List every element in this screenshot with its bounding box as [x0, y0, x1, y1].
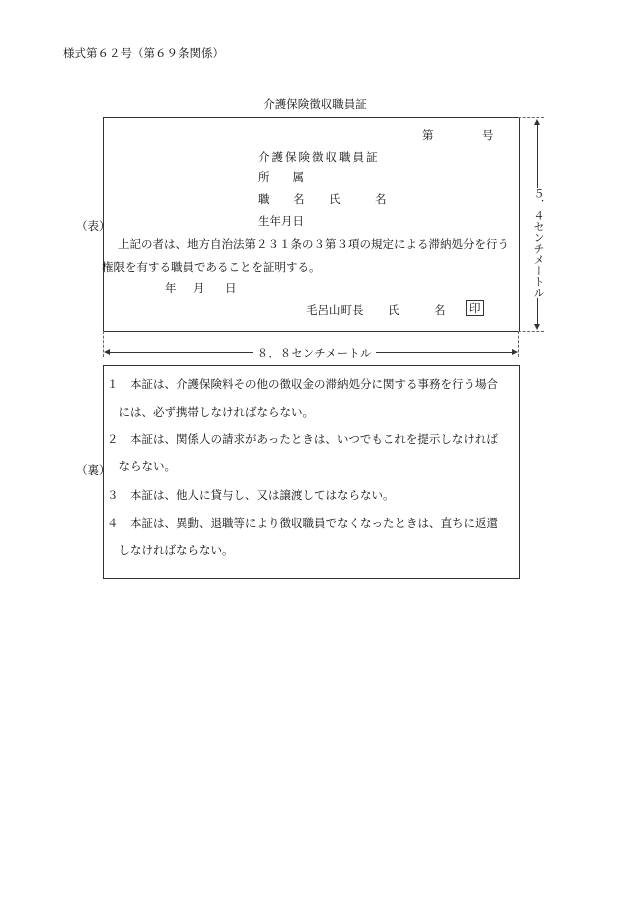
seal-label: 印 [466, 300, 484, 316]
back-rule-line: １ 本証は、介護保険料その他の徴収金の滞納処分に関する事務を行う場合 [107, 377, 498, 391]
card-title: 介護保険徴収職員証 [258, 150, 380, 164]
height-extension-top [518, 117, 544, 118]
width-dimension-label: ８．８センチメートル [253, 345, 376, 361]
issuer-title: 毛呂山町長 [306, 303, 364, 317]
back-rule-line: ４ 本証は、異動、退職等により徴収職員でなくなったときは、直ちに返還 [107, 516, 498, 530]
date-day: 日 [225, 281, 237, 295]
seal-mark [464, 300, 484, 316]
card-back [103, 365, 520, 579]
height-extension-bottom [518, 331, 544, 332]
height-dimension-label: ５．４センチメートル [532, 188, 545, 298]
date-month: 月 [193, 281, 205, 295]
document-title: 介護保険徴収職員証 [263, 97, 367, 111]
issuer-shi: 氏 [388, 303, 400, 317]
position-label: 職 [258, 192, 270, 206]
certification-text-line1: 上記の者は、地方自治法第２３１条の３第３項の規定による滞納処分を行う [118, 237, 509, 251]
position-label-mei: 名 [293, 192, 305, 206]
certification-text-line2: 権限を有する職員であることを証明する。 [102, 260, 321, 274]
number-dai: 第 [422, 128, 434, 142]
form-number: 様式第６２号（第６９条関係） [63, 46, 224, 60]
back-rule-line: には、必ず携帯しなければならない。 [107, 405, 314, 419]
arrow-down-icon [534, 324, 540, 330]
birthdate-label: 生年月日 [258, 214, 304, 228]
width-extension-right [518, 331, 519, 357]
card-front [103, 117, 520, 332]
back-rule-line: ３ 本証は、他人に貸与し、又は譲渡してはならない。 [107, 488, 395, 502]
affiliation-label: 所 属 [258, 170, 304, 184]
back-rule-line: しなければならない。 [107, 543, 234, 557]
issuer-mei: 名 [434, 303, 446, 317]
arrow-right-icon [512, 349, 518, 355]
arrow-left-icon [104, 349, 110, 355]
back-rule-line: ２ 本証は、関係人の請求があったときは、いつでもこれを提示しなければ [107, 432, 498, 446]
name-label-shi: 氏 [329, 192, 341, 206]
date-year: 年 [165, 281, 177, 295]
name-label-mei: 名 [375, 192, 387, 206]
back-side-label: （裏） [76, 463, 111, 477]
number-go: 号 [482, 128, 494, 142]
back-rule-line: ならない。 [107, 459, 176, 473]
arrow-up-icon [534, 119, 540, 125]
front-side-label: （表） [76, 219, 111, 233]
